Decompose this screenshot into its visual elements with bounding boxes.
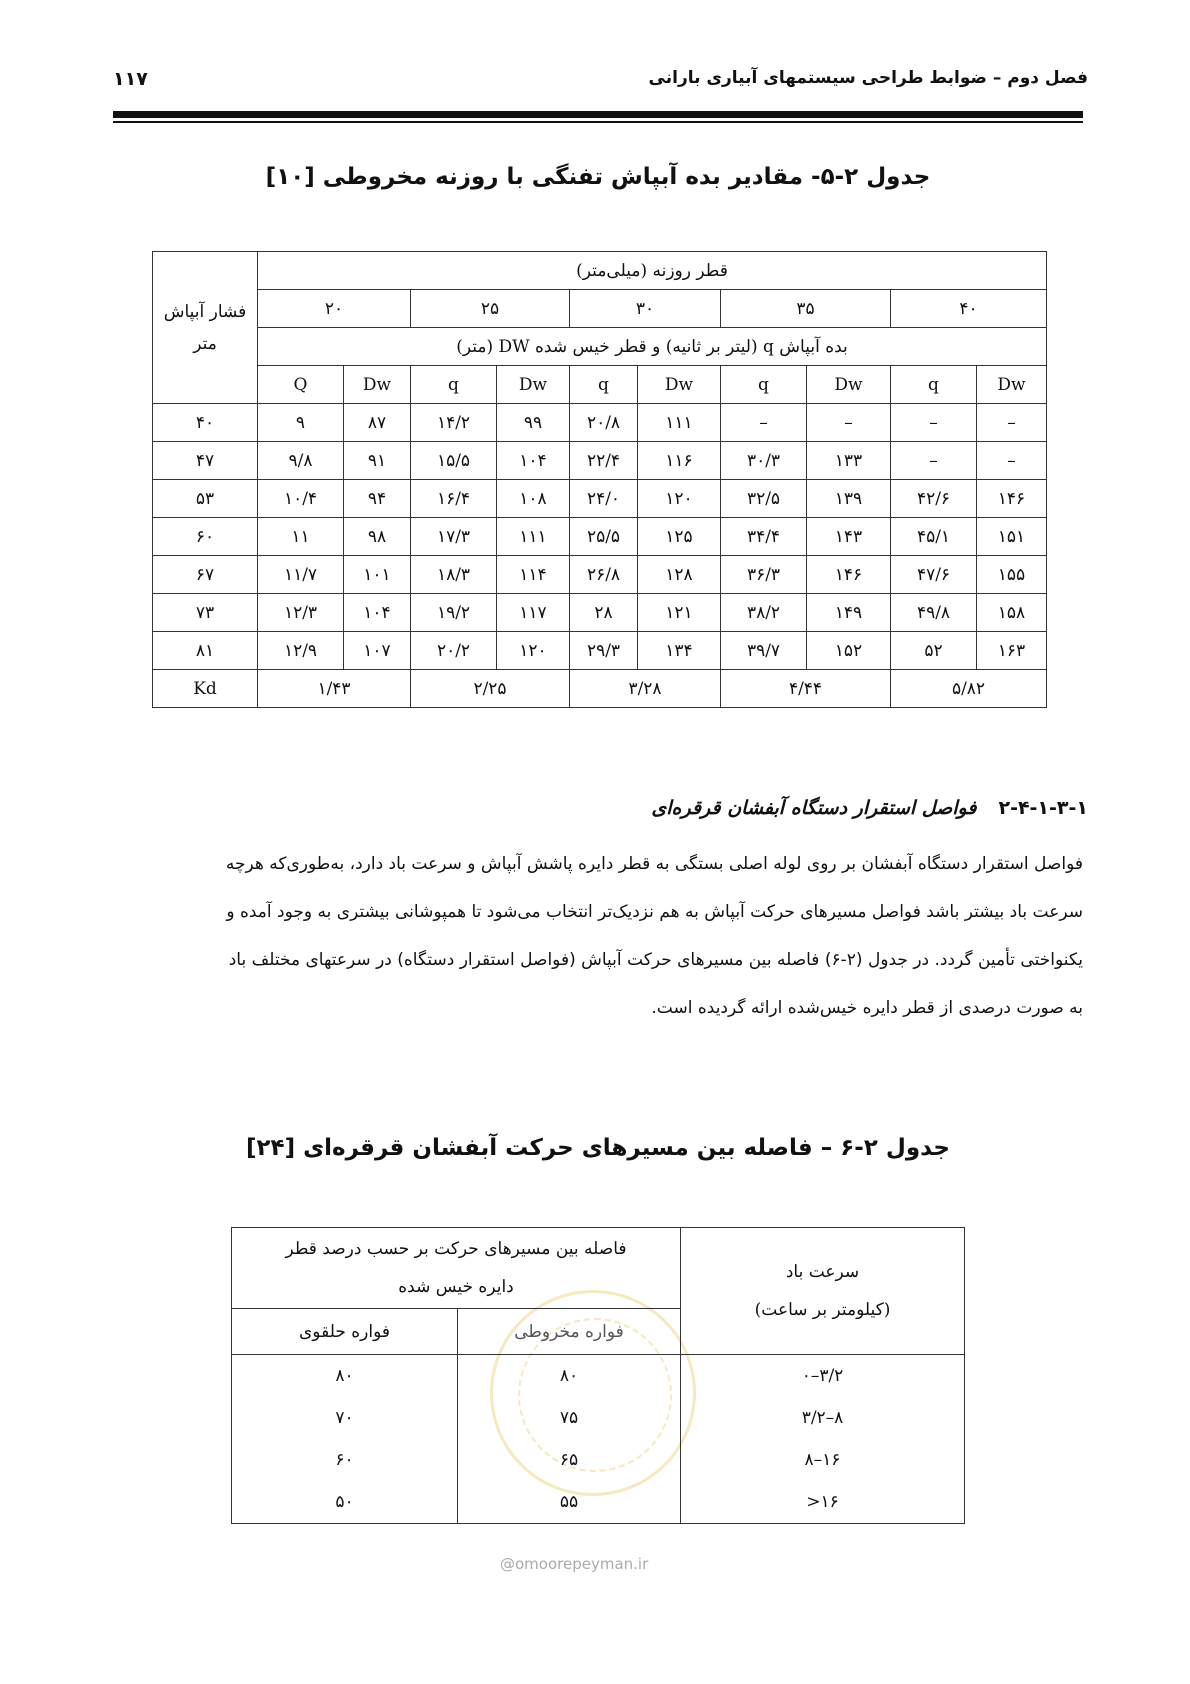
table-row	[232, 1481, 965, 1524]
header-rule-thin	[113, 121, 1083, 123]
paragraph-line: یکنواختی تأمین گردد. در جدول (۲-۶) فاصله بین مسیرهای حرکت آبپاش (فواصل استقرار دستگاه) در سرعتهای مختلف باد	[228, 950, 1083, 970]
table-cell: ۱۵/۵	[411, 442, 497, 480]
table-cell: –	[977, 404, 1047, 442]
cone-value: ۷۵	[458, 1397, 681, 1439]
table-cell: ۲۵/۵	[570, 518, 638, 556]
col-header: q	[570, 366, 638, 404]
pressure-value: ۶۰	[153, 518, 258, 556]
table-cell: –	[891, 404, 977, 442]
table-cell: ۳۴/۴	[721, 518, 807, 556]
table-row	[153, 442, 1047, 480]
kd-value: ۲/۲۵	[411, 670, 570, 708]
table1-col-header-row	[153, 366, 1047, 404]
pressure-header: فشار آبپاش	[163, 301, 247, 322]
table-cell: ۱۲/۹	[258, 632, 344, 670]
table-row	[153, 480, 1047, 518]
kd-value: ۵/۸۲	[891, 670, 1047, 708]
table-cell: ۱۱۱	[638, 404, 721, 442]
col-header: Dw	[807, 366, 891, 404]
wind-value: ۳/۲–۸	[681, 1397, 965, 1439]
table-cell: ۱۰۴	[497, 442, 570, 480]
col-header: Dw	[344, 366, 411, 404]
table-cell: ۲۴/۰	[570, 480, 638, 518]
table-cell: –	[891, 442, 977, 480]
paragraph-line: فواصل استقرار دستگاه آبفشان بر روی لوله اصلی بستگی به قطر دایره پاشش آبپاش و سرعت باد دارد، به‌طوری‌که هرچه	[225, 854, 1083, 874]
col-header: Q	[258, 366, 344, 404]
table-row	[153, 556, 1047, 594]
table-cell: –	[721, 404, 807, 442]
table-row	[232, 1355, 965, 1398]
distance-header-line1: فاصله بین مسیرهای حرکت بر حسب درصد قطر	[285, 1239, 627, 1259]
table-cell: ۹۴	[344, 480, 411, 518]
nozzle-header: قطر روزنه (میلی‌متر)	[258, 252, 1047, 290]
table-cell: ۹۸	[344, 518, 411, 556]
table-cell: ۱۰۸	[497, 480, 570, 518]
table-cell: ۲۲/۴	[570, 442, 638, 480]
table-cell: ۲۹/۳	[570, 632, 638, 670]
table-cell: ۱۴/۲	[411, 404, 497, 442]
table-cell: ۱۱۴	[497, 556, 570, 594]
reel-travel-spacing-table	[231, 1227, 965, 1524]
table-cell: ۱۲۱	[638, 594, 721, 632]
wind-header-line1: سرعت باد	[785, 1262, 860, 1282]
paragraph-line: به صورت درصدی از قطر دایره خیس‌شده ارائه گردیده است.	[651, 998, 1083, 1018]
col-header: Dw	[638, 366, 721, 404]
table-cell: ۳۹/۷	[721, 632, 807, 670]
pressure-value: ۴۰	[153, 404, 258, 442]
table-cell: ۱۲۰	[638, 480, 721, 518]
table-cell: ۳۸/۲	[721, 594, 807, 632]
table-cell: ۴۹/۸	[891, 594, 977, 632]
pressure-value: ۶۷	[153, 556, 258, 594]
table-cell: ۹۱	[344, 442, 411, 480]
table-cell: ۱۱۷	[497, 594, 570, 632]
table-cell: ۱۴۳	[807, 518, 891, 556]
diameter-cell: ۲۰	[258, 290, 411, 328]
distance-header-cell	[232, 1228, 681, 1309]
table-cell: ۱۸/۳	[411, 556, 497, 594]
wind-header-cell	[681, 1228, 965, 1355]
table-cell: ۱۳۳	[807, 442, 891, 480]
table-cell: ۱۵۱	[977, 518, 1047, 556]
table-cell: ۱۴۶	[807, 556, 891, 594]
wind-value: ۰–۳/۲	[681, 1355, 965, 1398]
table-cell: ۹۹	[497, 404, 570, 442]
section-heading	[651, 797, 1088, 819]
kd-row	[153, 670, 1047, 708]
table1-diameter-row	[153, 290, 1047, 328]
table-cell: ۳۶/۳	[721, 556, 807, 594]
cone-nozzle-header: فواره مخروطی	[458, 1309, 681, 1355]
diameter-cell: ۴۰	[891, 290, 1047, 328]
table-cell: ۱۲/۳	[258, 594, 344, 632]
table-cell: ۳۰/۳	[721, 442, 807, 480]
table-cell: ۸۷	[344, 404, 411, 442]
running-header-title: فصل دوم – ضوابط طراحی سیستمهای آبیاری بارانی	[648, 68, 1088, 88]
ring-nozzle-header: فواره حلقوی	[232, 1309, 458, 1355]
ring-value: ۶۰	[232, 1439, 458, 1481]
table-cell: ۱۳۹	[807, 480, 891, 518]
table-cell: ۱۴۶	[977, 480, 1047, 518]
table-cell: ۱۶/۴	[411, 480, 497, 518]
col-header: q	[721, 366, 807, 404]
kd-value: ۱/۴۳	[258, 670, 411, 708]
table-row	[232, 1439, 965, 1481]
ring-value: ۸۰	[232, 1355, 458, 1398]
wind-value: ۸–۱۶	[681, 1439, 965, 1481]
ring-value: ۵۰	[232, 1481, 458, 1524]
table-cell: ۲۰/۲	[411, 632, 497, 670]
table1-caption: جدول ۲-۵- مقادیر بده آبپاش تفنگی با روزنه مخروطی [۱۰]	[265, 164, 931, 190]
col-header: Dw	[977, 366, 1047, 404]
paragraph-line: سرعت باد بیشتر باشد فواصل مسیرهای حرکت آبپاش به هم نزدیک‌تر انتخاب می‌شود تا همپوشانی بیشتری به وجود آمده و	[226, 902, 1083, 922]
table2-header-row	[232, 1228, 965, 1309]
pressure-header-cell	[153, 252, 258, 404]
diameter-cell: ۲۵	[411, 290, 570, 328]
table-cell: ۲۸	[570, 594, 638, 632]
table-cell: ۱۴۹	[807, 594, 891, 632]
table-cell: ۱۷/۳	[411, 518, 497, 556]
table-cell: ۱۵۸	[977, 594, 1047, 632]
pressure-value: ۸۱	[153, 632, 258, 670]
table-row	[153, 518, 1047, 556]
pressure-value: ۵۳	[153, 480, 258, 518]
header-rule-thick	[113, 111, 1083, 118]
table-cell: ۱۱۱	[497, 518, 570, 556]
table-cell: ۱۱/۷	[258, 556, 344, 594]
table-row	[153, 632, 1047, 670]
table-row	[232, 1397, 965, 1439]
table-cell: ۱۱۶	[638, 442, 721, 480]
distance-header-line2: دایره خیس شده	[398, 1277, 514, 1297]
table-cell: ۱۶۳	[977, 632, 1047, 670]
cone-value: ۶۵	[458, 1439, 681, 1481]
table-cell: ۴۷/۶	[891, 556, 977, 594]
table1-header-row-1	[153, 252, 1047, 290]
diameter-cell: ۳۵	[721, 290, 891, 328]
table-cell: ۱۰/۴	[258, 480, 344, 518]
table-cell: ۴۵/۱	[891, 518, 977, 556]
table-row	[153, 594, 1047, 632]
table1-flow-header-row	[153, 328, 1047, 366]
table-cell: ۹	[258, 404, 344, 442]
table-cell: ۵۲	[891, 632, 977, 670]
section-number: ۲-۴-۱-۳-۱	[998, 797, 1088, 819]
table-cell: ۱۲۵	[638, 518, 721, 556]
table-cell: ۱۰۷	[344, 632, 411, 670]
diameter-cell: ۳۰	[570, 290, 721, 328]
watermark-url: @omoorepeyman.ir	[500, 1555, 649, 1573]
body-paragraph	[113, 840, 1083, 1032]
section-title: فواصل استقرار دستگاه آبفشان قرقره‌ای	[651, 797, 977, 819]
table-cell: –	[977, 442, 1047, 480]
pressure-value: ۷۳	[153, 594, 258, 632]
table-cell: ۱۵۲	[807, 632, 891, 670]
cone-value: ۵۵	[458, 1481, 681, 1524]
pressure-unit: متر	[193, 333, 217, 354]
table-cell: ۱۲۰	[497, 632, 570, 670]
ring-value: ۷۰	[232, 1397, 458, 1439]
col-header: Dw	[497, 366, 570, 404]
page-number: ۱۱۷	[113, 68, 148, 90]
table-cell: ۱۰۱	[344, 556, 411, 594]
table-cell: ۱۰۴	[344, 594, 411, 632]
flow-header: بده آبپاش q (لیتر بر ثانیه) و قطر خیس شده DW (متر)	[258, 328, 1047, 366]
table-cell: ۱۲۸	[638, 556, 721, 594]
table-cell: –	[807, 404, 891, 442]
col-header: q	[411, 366, 497, 404]
wind-header-line2: (کیلومتر بر ساعت)	[754, 1300, 891, 1320]
table-cell: ۹/۸	[258, 442, 344, 480]
table-cell: ۱۳۴	[638, 632, 721, 670]
cone-value: ۸۰	[458, 1355, 681, 1398]
col-header: q	[891, 366, 977, 404]
table-cell: ۱۹/۲	[411, 594, 497, 632]
kd-label: Kd	[153, 670, 258, 708]
table-cell: ۲۶/۸	[570, 556, 638, 594]
wind-value: >۱۶	[681, 1481, 965, 1524]
table-cell: ۳۲/۵	[721, 480, 807, 518]
table-cell: ۱۱	[258, 518, 344, 556]
table-cell: ۲۰/۸	[570, 404, 638, 442]
kd-value: ۳/۲۸	[570, 670, 721, 708]
pressure-value: ۴۷	[153, 442, 258, 480]
kd-value: ۴/۴۴	[721, 670, 891, 708]
gun-sprinkler-flow-table	[152, 251, 1047, 708]
table2-caption: جدول ۲-۶ – فاصله بین مسیرهای حرکت آبفشان قرقره‌ای [۲۴]	[245, 1135, 951, 1161]
table-row	[153, 404, 1047, 442]
table-cell: ۱۵۵	[977, 556, 1047, 594]
table-cell: ۴۲/۶	[891, 480, 977, 518]
